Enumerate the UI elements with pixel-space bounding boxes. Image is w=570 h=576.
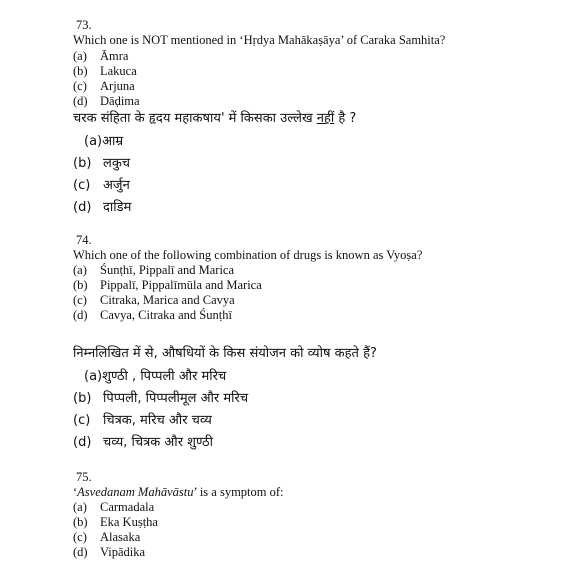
option-text: Āmra bbox=[100, 49, 129, 63]
option-text: Cavya, Citraka and Śunṭhī bbox=[100, 308, 232, 322]
option-letter: (c) bbox=[73, 413, 91, 428]
option-text: Śunṭhī, Pippalī and Marica bbox=[100, 263, 235, 277]
option-text: Arjuna bbox=[100, 79, 135, 93]
hindi-option-a bbox=[84, 133, 123, 151]
option-text: चित्रक, मरिच और चव्य bbox=[103, 413, 212, 428]
question-text bbox=[73, 485, 284, 500]
option-a bbox=[73, 49, 128, 64]
option-text: Dāḍima bbox=[100, 94, 140, 108]
option-letter: (b) bbox=[73, 391, 92, 406]
hindi-option-d bbox=[73, 434, 213, 452]
option-text: शुण्ठी , पिप्पली और मरिच bbox=[102, 369, 227, 384]
option-text: Citraka, Marica and Cavya bbox=[100, 293, 235, 307]
question-term: Asvedanam Mahāvāstu bbox=[77, 485, 194, 499]
option-c bbox=[73, 79, 135, 94]
option-text: चव्य, चित्रक और शुण्ठी bbox=[103, 435, 213, 450]
option-letter: (a) bbox=[73, 49, 87, 63]
hindi-question-text: निम्नलिखित में से, औषधियों के किस संयोजन को व्योष कहते हैं? bbox=[73, 346, 377, 361]
option-letter: (b) bbox=[73, 64, 88, 78]
question-text: Which one is NOT mentioned in ‘Hṛdya Mahākaṣāya’ of Caraka Samhita? bbox=[73, 33, 446, 47]
option-c bbox=[73, 530, 140, 545]
option-letter: (a) bbox=[73, 263, 87, 277]
option-c bbox=[73, 293, 235, 308]
option-text: आम्र bbox=[102, 134, 124, 149]
option-text: Pippalī, Pippalīmūla and Marica bbox=[100, 278, 262, 292]
option-letter: (b) bbox=[73, 278, 88, 292]
option-d bbox=[73, 308, 232, 323]
option-letter: (a) bbox=[84, 369, 103, 384]
option-letter: (c) bbox=[73, 178, 91, 193]
option-letter: (d) bbox=[73, 545, 88, 559]
question-number: 75. bbox=[76, 470, 92, 484]
option-b bbox=[73, 278, 262, 293]
hindi-option-b bbox=[73, 390, 248, 408]
option-d bbox=[73, 94, 140, 109]
question-number: 73. bbox=[76, 18, 92, 32]
hindi-option-c bbox=[73, 412, 212, 430]
hindi-option-d bbox=[73, 199, 131, 217]
option-letter: (c) bbox=[73, 293, 87, 307]
hindi-option-b bbox=[73, 155, 130, 173]
option-letter: (d) bbox=[73, 94, 88, 108]
question-text: Which one of the following combination of drugs is known as Vyoṣa? bbox=[73, 248, 423, 262]
option-letter: (a) bbox=[84, 134, 103, 149]
question-open-quote: ‘ bbox=[73, 485, 78, 499]
option-letter: (c) bbox=[73, 530, 87, 544]
option-text: Lakuca bbox=[100, 64, 137, 78]
hindi-option-c bbox=[73, 177, 130, 195]
option-letter: (b) bbox=[73, 515, 88, 529]
option-text: अर्जुन bbox=[103, 178, 130, 193]
hindi-question-post: है ? bbox=[334, 111, 357, 126]
option-text: दाडिम bbox=[103, 200, 132, 215]
option-letter: (d) bbox=[73, 200, 92, 215]
option-b bbox=[73, 64, 137, 79]
hindi-question-emphasis: नहीं bbox=[316, 111, 335, 126]
option-text: पिप्पली, पिप्पलीमूल और मरिच bbox=[103, 391, 249, 406]
option-letter: (b) bbox=[73, 156, 92, 171]
option-text: Alasaka bbox=[100, 530, 141, 544]
option-a bbox=[73, 500, 154, 515]
option-text: लकुच bbox=[103, 156, 131, 171]
option-letter: (c) bbox=[73, 79, 87, 93]
hindi-option-a bbox=[84, 368, 226, 386]
option-d bbox=[73, 545, 145, 560]
option-letter: (a) bbox=[73, 500, 87, 514]
hindi-question-text bbox=[73, 110, 356, 128]
option-text: Carmadala bbox=[100, 500, 155, 514]
option-letter: (d) bbox=[73, 308, 88, 322]
option-letter: (d) bbox=[73, 435, 92, 450]
option-b bbox=[73, 515, 158, 530]
option-a bbox=[73, 263, 234, 278]
question-number: 74. bbox=[76, 233, 92, 247]
option-text: Eka Kuṣṭha bbox=[100, 515, 158, 529]
hindi-question-pre: चरक संहिता के हृदय महाकषाय' में किसका उल्लेख bbox=[73, 111, 317, 126]
question-rest: ’ is a symptom of: bbox=[193, 485, 284, 499]
option-text: Vipādika bbox=[100, 545, 146, 559]
